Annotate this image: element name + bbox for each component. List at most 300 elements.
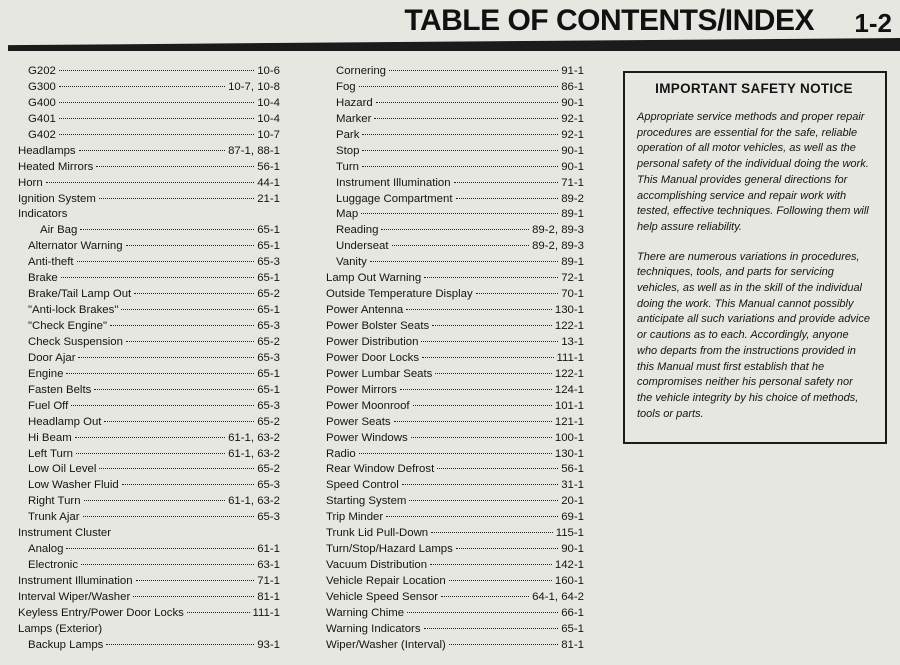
index-entry bbox=[18, 271, 280, 287]
safety-notice-paragraph: Appropriate service methods and proper repair procedures are essential for the safe, reliable operation of all motor vehicles, as well as the personal safety of the individual doing the work. This Manual provides general directions for accomplishing service and repair work with tested, effective techniques. Following them will help assure reliability. bbox=[637, 111, 869, 233]
index-entry-page: 142-1 bbox=[554, 559, 584, 572]
index-entry bbox=[326, 223, 584, 239]
index-entry-page: 65-3 bbox=[257, 351, 280, 364]
index-entry-label: Backup Lamps bbox=[28, 638, 104, 651]
index-entry-page: 111-1 bbox=[252, 606, 280, 619]
dot-leader bbox=[407, 612, 558, 613]
dot-leader bbox=[59, 70, 254, 71]
index-entry bbox=[18, 447, 280, 463]
index-entry bbox=[18, 128, 280, 144]
dot-leader bbox=[359, 86, 559, 87]
index-entry-label: Headlamps bbox=[18, 144, 76, 157]
index-entry-page: 31-1 bbox=[561, 479, 584, 492]
index-entry-page: 65-2 bbox=[257, 415, 280, 428]
index-entry-page: 90-1 bbox=[561, 96, 584, 109]
dot-leader bbox=[66, 548, 254, 549]
index-entry bbox=[18, 399, 280, 415]
index-entry-page: 10-6 bbox=[257, 65, 280, 77]
index-entry-label: Trunk Ajar bbox=[28, 511, 80, 524]
dot-leader bbox=[77, 261, 255, 262]
index-entry-label: Electronic bbox=[28, 559, 79, 572]
index-entry-page: 10-4 bbox=[257, 96, 280, 109]
index-entry-label: Vehicle Speed Sensor bbox=[326, 590, 439, 603]
index-entry-page: 61-1 bbox=[257, 543, 280, 556]
dot-leader bbox=[449, 644, 558, 645]
index-entry-label: Lamp Out Warning bbox=[326, 272, 422, 285]
index-entry bbox=[18, 622, 280, 638]
dot-leader bbox=[126, 341, 254, 342]
index-entry bbox=[18, 542, 280, 558]
safety-notice-paragraph: There are numerous variations in procedures, techniques, tools, and parts for servicing vehicles, as well as in the skill of the individual doing the work. This Manual cannot possibly anticipate all such variations and provide advice or cautions as to each. Accordingly, anyone who departs from the instructions provided in this Manual must first establish that he compromises neither his personal safety nor the vehicle integrity by his choice of methods, tools or parts. bbox=[637, 250, 870, 420]
index-entry-label: Left Turn bbox=[28, 447, 73, 460]
index-entry-page: 89-1 bbox=[561, 208, 584, 221]
safety-notice-title: IMPORTANT SAFETY NOTICE bbox=[655, 81, 853, 96]
index-entry bbox=[326, 606, 584, 622]
index-entry bbox=[326, 271, 584, 287]
index-entry-label: Hi Beam bbox=[28, 431, 72, 444]
index-entry-label: Brake/Tail Lamp Out bbox=[28, 288, 132, 301]
index-entry-label: Radio bbox=[326, 447, 356, 460]
index-entry-label: Warning Chime bbox=[326, 606, 405, 619]
index-entry bbox=[326, 558, 584, 574]
index-entry-label: G300 bbox=[28, 80, 56, 93]
index-entry bbox=[326, 303, 584, 319]
index-entry-page: 65-1 bbox=[561, 622, 584, 635]
dot-leader bbox=[59, 134, 254, 135]
index-entry-label: Marker bbox=[336, 112, 372, 125]
index-entry-label: Power Bolster Seats bbox=[326, 320, 430, 332]
dot-leader bbox=[386, 516, 558, 517]
index-entry bbox=[18, 590, 280, 606]
dot-leader bbox=[359, 453, 552, 454]
dot-leader bbox=[122, 484, 254, 485]
index-entry-label: Rear Window Defrost bbox=[326, 463, 435, 476]
dot-leader bbox=[104, 421, 254, 422]
dot-leader bbox=[94, 389, 254, 390]
index-entry bbox=[326, 144, 584, 160]
dot-leader bbox=[121, 309, 254, 310]
index-entry-page: 21-1 bbox=[257, 192, 280, 205]
index-entry bbox=[18, 223, 280, 239]
index-entry bbox=[18, 462, 280, 478]
index-entry-label: Lamps (Exterior) bbox=[18, 622, 103, 635]
index-entry bbox=[326, 478, 584, 494]
index-entry-page: 65-2 bbox=[257, 335, 280, 348]
index-entry-label: Trunk Lid Pull-Down bbox=[326, 527, 429, 540]
header-rule bbox=[8, 38, 900, 51]
dot-leader bbox=[110, 325, 254, 326]
index-entry-label: Power Door Locks bbox=[326, 351, 420, 364]
index-entry-label: Horn bbox=[18, 176, 43, 189]
index-entry bbox=[18, 558, 280, 574]
index-entry bbox=[18, 112, 280, 128]
index-entry-label: Speed Control bbox=[326, 479, 399, 492]
index-entry-label: Power Lumbar Seats bbox=[326, 367, 433, 380]
index-entry bbox=[326, 351, 584, 367]
index-column-left bbox=[18, 64, 280, 654]
index-entry-label: Luggage Compartment bbox=[336, 192, 453, 205]
dot-leader bbox=[126, 245, 255, 246]
index-entry-label: Power Seats bbox=[326, 415, 391, 428]
index-entry-label: Right Turn bbox=[28, 495, 81, 508]
dot-leader bbox=[362, 150, 558, 151]
dot-leader bbox=[187, 612, 250, 613]
index-entry-page: 115-1 bbox=[555, 527, 584, 540]
index-entry bbox=[326, 335, 584, 351]
index-entry-label: Starting System bbox=[326, 495, 407, 508]
index-entry-label: G401 bbox=[28, 112, 56, 125]
index-entry bbox=[326, 462, 584, 478]
index-entry-label: Turn/Stop/Hazard Lamps bbox=[326, 543, 453, 556]
index-entry bbox=[18, 367, 280, 383]
index-entry-page: 111-1 bbox=[556, 351, 584, 364]
dot-leader bbox=[374, 118, 558, 119]
index-entry-page: 92-1 bbox=[561, 112, 584, 125]
index-entry bbox=[18, 239, 280, 255]
index-entry-page: 65-3 bbox=[257, 511, 280, 524]
index-entry-page: 61-1, 63-2 bbox=[228, 447, 280, 460]
dot-leader bbox=[431, 532, 553, 533]
index-entry-label: Brake bbox=[28, 272, 58, 285]
index-entry bbox=[326, 160, 584, 176]
index-entry bbox=[18, 96, 280, 112]
dot-leader bbox=[413, 405, 552, 406]
index-entry-page: 56-1 bbox=[561, 463, 584, 476]
index-entry bbox=[326, 415, 584, 431]
index-entry bbox=[326, 112, 584, 128]
dot-leader bbox=[99, 468, 254, 469]
index-entry-label: "Check Engine" bbox=[28, 320, 108, 332]
index-entry bbox=[18, 606, 280, 622]
dot-leader bbox=[96, 166, 254, 167]
index-entry-page: 63-1 bbox=[257, 559, 280, 572]
index-entry-page: 124-1 bbox=[554, 383, 584, 396]
dot-leader bbox=[133, 596, 254, 597]
index-entry bbox=[18, 287, 280, 303]
index-entry bbox=[18, 638, 280, 654]
index-entry-page: 65-2 bbox=[257, 288, 280, 301]
index-entry-label: Fog bbox=[336, 80, 356, 93]
index-entry bbox=[18, 176, 280, 192]
index-entry-page: 65-3 bbox=[257, 320, 280, 332]
index-entry-label: G400 bbox=[28, 96, 56, 109]
index-entry bbox=[326, 80, 584, 96]
index-entry-label: Headlamp Out bbox=[28, 415, 102, 428]
page-header bbox=[0, 0, 900, 52]
index-entry-page: 65-1 bbox=[257, 304, 280, 317]
index-entry-label: Door Ajar bbox=[28, 351, 76, 364]
index-entry-page: 10-7 bbox=[257, 128, 280, 141]
index-entry-page: 122-1 bbox=[554, 320, 584, 332]
index-entry bbox=[326, 64, 584, 80]
index-entry bbox=[326, 622, 584, 638]
index-entry-label: Trip Minder bbox=[326, 511, 384, 524]
index-entry-label: Vanity bbox=[336, 256, 367, 269]
index-entry-label: Fuel Off bbox=[28, 399, 69, 412]
index-entry bbox=[18, 415, 280, 431]
dot-leader bbox=[422, 357, 553, 358]
index-entry-page: 65-1 bbox=[257, 367, 280, 380]
index-entry bbox=[326, 96, 584, 112]
dot-leader bbox=[79, 150, 225, 151]
dot-leader bbox=[66, 373, 254, 374]
dot-leader bbox=[409, 500, 558, 501]
index-entry-label: Low Oil Level bbox=[28, 463, 97, 476]
dot-leader bbox=[435, 373, 551, 374]
dot-leader bbox=[402, 484, 558, 485]
index-entry-page: 65-3 bbox=[257, 479, 280, 492]
index-entry-label: Power Mirrors bbox=[326, 383, 397, 396]
index-entry-label: Fasten Belts bbox=[28, 383, 92, 396]
index-entry-page: 70-1 bbox=[561, 288, 584, 301]
index-entry bbox=[18, 80, 280, 96]
index-entry bbox=[326, 239, 584, 255]
dot-leader bbox=[381, 229, 529, 230]
index-entry-label: Power Windows bbox=[326, 431, 408, 444]
index-entry-label: Power Distribution bbox=[326, 335, 419, 348]
index-entry bbox=[18, 478, 280, 494]
index-entry-label: "Anti-lock Brakes" bbox=[28, 304, 119, 317]
index-entry-page: 65-3 bbox=[257, 256, 280, 269]
dot-leader bbox=[134, 293, 254, 294]
dot-leader bbox=[46, 182, 254, 183]
index-entry-page: 65-3 bbox=[257, 399, 280, 412]
page-number: 1-2 bbox=[854, 8, 892, 38]
index-entry bbox=[326, 176, 584, 192]
dot-leader bbox=[411, 437, 552, 438]
index-entry-page: 130-1 bbox=[554, 304, 584, 317]
index-entry bbox=[18, 574, 280, 590]
index-entry-page: 92-1 bbox=[561, 128, 584, 141]
dot-leader bbox=[362, 134, 558, 135]
index-entry-page: 71-1 bbox=[257, 575, 280, 587]
dot-leader bbox=[78, 357, 254, 358]
index-entry-label: Vacuum Distribution bbox=[326, 559, 428, 572]
index-entry-page: 66-1 bbox=[561, 606, 584, 619]
index-entry bbox=[326, 207, 584, 223]
index-entry bbox=[326, 319, 584, 335]
dot-leader bbox=[406, 309, 552, 310]
index-entry-label: Power Antenna bbox=[326, 304, 404, 317]
index-entry-page: 61-1, 63-2 bbox=[228, 431, 280, 444]
dot-leader bbox=[441, 596, 529, 597]
index-entry-page: 100-1 bbox=[554, 431, 584, 444]
dot-leader bbox=[362, 166, 558, 167]
index-entry-label: Ignition System bbox=[18, 192, 96, 205]
index-entry bbox=[326, 128, 584, 144]
index-entry-label: Power Moonroof bbox=[326, 399, 410, 412]
index-entry-page: 93-1 bbox=[257, 638, 280, 651]
index-entry-page: 44-1 bbox=[257, 176, 280, 189]
index-entry-page: 65-1 bbox=[257, 240, 280, 253]
index-entry bbox=[18, 510, 280, 526]
dot-leader bbox=[99, 198, 254, 199]
index-entry bbox=[326, 510, 584, 526]
index-entry bbox=[326, 383, 584, 399]
index-entry-page: 90-1 bbox=[561, 160, 584, 173]
index-entry-page: 89-2 bbox=[561, 192, 584, 205]
index-entry bbox=[326, 638, 584, 654]
index-entry-label: G202 bbox=[28, 65, 56, 77]
index-entry-page: 89-2, 89-3 bbox=[532, 224, 584, 237]
dot-leader bbox=[59, 86, 225, 87]
index-entry bbox=[326, 574, 584, 590]
dot-leader bbox=[136, 580, 255, 581]
dot-leader bbox=[361, 213, 558, 214]
dot-leader bbox=[449, 580, 552, 581]
dot-leader bbox=[59, 118, 254, 119]
index-entry-page: 89-1 bbox=[561, 256, 584, 269]
index-entry bbox=[326, 494, 584, 510]
dot-leader bbox=[392, 245, 530, 246]
index-entry-page: 56-1 bbox=[257, 160, 280, 173]
index-entry-label: Stop bbox=[336, 144, 360, 157]
index-entry-label: Instrument Illumination bbox=[336, 176, 451, 189]
dot-leader bbox=[370, 261, 558, 262]
index-entry-page: 71-1 bbox=[561, 176, 584, 189]
index-entry-label: Turn bbox=[336, 160, 359, 173]
dot-leader bbox=[456, 198, 559, 199]
index-entry-label: Outside Temperature Display bbox=[326, 288, 473, 301]
index-entry bbox=[326, 367, 584, 383]
index-entry-label: Park bbox=[336, 128, 360, 141]
index-entry-page: 13-1 bbox=[561, 335, 584, 348]
index-column-middle bbox=[326, 64, 584, 654]
index-entry-page: 81-1 bbox=[561, 638, 584, 651]
index-entry-page: 160-1 bbox=[554, 575, 584, 587]
index-entry bbox=[18, 255, 280, 271]
safety-notice-box bbox=[623, 71, 887, 444]
dot-leader bbox=[84, 500, 226, 501]
index-entry bbox=[326, 192, 584, 208]
index-entry-label: Analog bbox=[28, 543, 64, 556]
dot-leader bbox=[424, 277, 558, 278]
index-entry bbox=[326, 526, 584, 542]
index-entry bbox=[18, 526, 280, 542]
index-entry-label: Air Bag bbox=[40, 224, 78, 237]
index-entry bbox=[326, 255, 584, 271]
index-entry-page: 65-1 bbox=[257, 383, 280, 396]
index-entry bbox=[18, 335, 280, 351]
dot-leader bbox=[421, 341, 558, 342]
index-entry-page: 81-1 bbox=[257, 590, 280, 603]
dot-leader bbox=[83, 516, 255, 517]
dot-leader bbox=[76, 453, 225, 454]
dot-leader bbox=[424, 628, 559, 629]
index-entry-page: 10-7, 10-8 bbox=[228, 80, 280, 93]
index-entry-page: 90-1 bbox=[561, 543, 584, 556]
dot-leader bbox=[476, 293, 559, 294]
dot-leader bbox=[80, 229, 254, 230]
index-entry bbox=[18, 431, 280, 447]
index-entry-label: Warning Indicators bbox=[326, 622, 421, 635]
index-entry bbox=[326, 447, 584, 463]
index-entry-label: Heated Mirrors bbox=[18, 160, 94, 173]
index-entry-label: Interval Wiper/Washer bbox=[18, 590, 131, 603]
index-entry-label: Wiper/Washer (Interval) bbox=[326, 638, 446, 651]
index-entry bbox=[18, 494, 280, 510]
dot-leader bbox=[454, 182, 559, 183]
index-entry-label: Engine bbox=[28, 367, 64, 380]
index-entry-page: 89-2, 89-3 bbox=[532, 240, 584, 253]
index-entry-page: 65-2 bbox=[257, 463, 280, 476]
index-entry-label: Alternator Warning bbox=[28, 240, 123, 253]
dot-leader bbox=[394, 421, 552, 422]
index-entry-page: 122-1 bbox=[554, 367, 584, 380]
dot-leader bbox=[437, 468, 558, 469]
index-entry-page: 130-1 bbox=[554, 447, 584, 460]
index-entry-page: 65-1 bbox=[257, 272, 280, 285]
index-entry-page: 72-1 bbox=[561, 272, 584, 285]
index-entry-label: Vehicle Repair Location bbox=[326, 575, 446, 587]
index-entry-label: Keyless Entry/Power Door Locks bbox=[18, 606, 184, 619]
index-entry bbox=[18, 144, 280, 160]
index-entry-label: Low Washer Fluid bbox=[28, 479, 119, 492]
dot-leader bbox=[106, 644, 254, 645]
index-entry-label: Check Suspension bbox=[28, 335, 123, 348]
index-entry bbox=[18, 192, 280, 208]
dot-leader bbox=[400, 389, 552, 390]
index-entry-page: 90-1 bbox=[561, 144, 584, 157]
index-entry bbox=[18, 207, 280, 223]
dot-leader bbox=[61, 277, 254, 278]
index-entry-label: G402 bbox=[28, 128, 56, 141]
index-entry-page: 91-1 bbox=[561, 65, 584, 77]
index-entry-page: 101-1 bbox=[554, 399, 584, 412]
index-entry bbox=[18, 351, 280, 367]
index-entry-page: 64-1, 64-2 bbox=[532, 590, 584, 603]
index-entry bbox=[326, 287, 584, 303]
index-entry-label: Instrument Cluster bbox=[18, 527, 112, 540]
index-entry bbox=[18, 319, 280, 335]
index-entry bbox=[18, 383, 280, 399]
index-entry-page: 20-1 bbox=[561, 495, 584, 508]
index-entry-page: 69-1 bbox=[561, 511, 584, 524]
index-entry-page: 61-1, 63-2 bbox=[228, 495, 280, 508]
dot-leader bbox=[430, 564, 552, 565]
index-entry-page: 121-1 bbox=[554, 415, 584, 428]
index-entry bbox=[326, 399, 584, 415]
index-entry-label: Hazard bbox=[336, 96, 373, 109]
index-entry-label: Cornering bbox=[336, 65, 387, 77]
dot-leader bbox=[75, 437, 225, 438]
index-entry bbox=[326, 590, 584, 606]
index-entry bbox=[326, 542, 584, 558]
dot-leader bbox=[81, 564, 254, 565]
dot-leader bbox=[456, 548, 558, 549]
dot-leader bbox=[71, 405, 254, 406]
index-entry-label: Indicators bbox=[18, 208, 68, 221]
index-entry-page: 87-1, 88-1 bbox=[228, 144, 280, 157]
dot-leader bbox=[389, 70, 558, 71]
index-entry bbox=[18, 64, 280, 80]
dot-leader bbox=[376, 102, 558, 103]
page-title: TABLE OF CONTENTS/INDEX bbox=[404, 4, 814, 37]
dot-leader bbox=[59, 102, 254, 103]
index-entry-label: Instrument Illumination bbox=[18, 575, 133, 587]
index-entry-label: Anti-theft bbox=[28, 256, 74, 269]
index-entry-page: 65-1 bbox=[257, 224, 280, 237]
index-entry-label: Underseat bbox=[336, 240, 389, 253]
index-entry bbox=[18, 160, 280, 176]
index-entry-label: Map bbox=[336, 208, 359, 221]
index-entry-page: 86-1 bbox=[561, 80, 584, 93]
index-entry bbox=[326, 431, 584, 447]
index-entry bbox=[18, 303, 280, 319]
dot-leader bbox=[432, 325, 552, 326]
index-entry-page: 10-4 bbox=[257, 112, 280, 125]
index-entry-label: Reading bbox=[336, 224, 379, 237]
